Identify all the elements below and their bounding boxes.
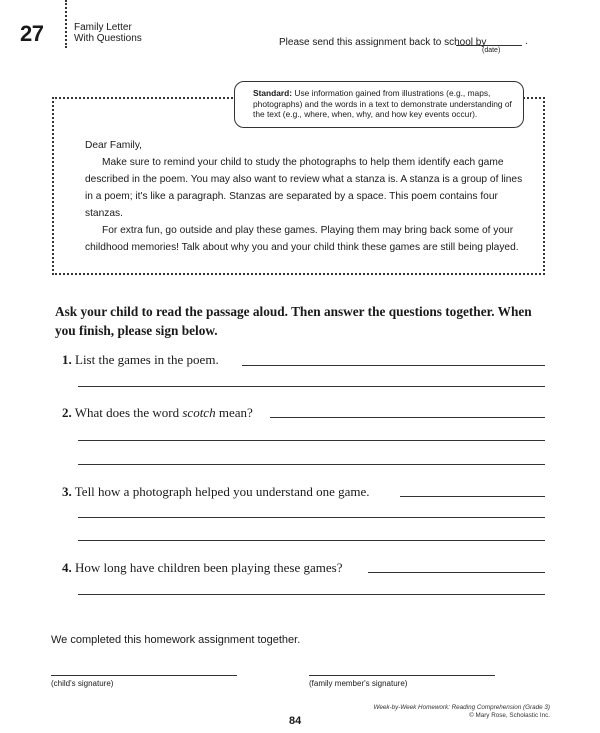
question-3-text: Tell how a photograph helped you understand one game. (74, 484, 370, 499)
question-4-text: How long have children been playing these games? (75, 560, 343, 575)
header-divider (65, 0, 67, 48)
standard-label: Standard: (253, 88, 293, 98)
question-1-number: 1. (62, 352, 72, 367)
question-4 (62, 560, 343, 576)
question-4-number: 4. (62, 560, 72, 575)
question-2 (62, 405, 253, 421)
completed-statement: We completed this homework assignment together. (51, 634, 301, 646)
worksheet-type-line2: With Questions (74, 33, 142, 44)
letter-paragraph-2: For extra fun, go outside and play these games. Playing them may bring back some of your childhood memories! Talk about why you and your child think these games are still being played. (85, 225, 519, 253)
footer-page-number: 84 (289, 715, 302, 727)
answer-line[interactable] (78, 594, 545, 595)
family-signature-line[interactable] (309, 675, 495, 676)
credit-line (360, 704, 550, 720)
answer-line[interactable] (78, 540, 545, 541)
date-label: (date) (482, 47, 501, 54)
letter-paragraph-1: Make sure to remind your child to study the photographs to help them identify each game described in the poem. You may also want to review what a stanza is. A stanza is a group of lines in a poem; it's like a paragraph. Stanzas are separated by a space. This poem contains four stanzas. (85, 157, 523, 219)
page-number: 27 (20, 21, 44, 46)
family-signature-label: (family member's signature) (309, 679, 408, 688)
answer-line[interactable] (242, 365, 545, 366)
question-2-text-before: What does the word (74, 405, 183, 420)
answer-line[interactable] (270, 417, 545, 418)
child-signature-label: (child's signature) (51, 679, 114, 688)
question-2-emphasis: scotch (182, 405, 216, 420)
answer-line[interactable] (400, 496, 545, 497)
child-signature-line[interactable] (51, 675, 237, 676)
answer-line[interactable] (368, 572, 545, 573)
answer-line[interactable] (78, 517, 545, 518)
question-2-number: 2. (62, 405, 72, 420)
answer-line[interactable] (78, 464, 545, 465)
question-1 (62, 352, 219, 368)
credit-book-title: Week-by-Week Homework: Reading Comprehension (Grade 3) (373, 704, 550, 711)
question-3-number: 3. (62, 484, 72, 499)
letter-body (85, 137, 525, 256)
credit-copyright: © Mary Rose, Scholastic Inc. (469, 712, 550, 719)
letter-greeting: Dear Family, (85, 140, 142, 151)
question-3 (62, 484, 370, 500)
send-back-period: . (525, 36, 528, 47)
worksheet-type (74, 22, 142, 44)
standard-text: Use information gained from illustrations (e.g., maps, photographs) and the words in a text to demonstrate understanding of the text (e.g., where, when, why, and how key events occur). (253, 88, 512, 120)
question-1-text: List the games in the poem. (75, 352, 219, 367)
send-back-instruction: Please send this assignment back to school by (279, 37, 487, 48)
question-2-text-after: mean? (215, 405, 253, 420)
standard-callout (234, 81, 524, 128)
worksheet-type-line1: Family Letter (74, 22, 132, 33)
answer-line[interactable] (78, 386, 545, 387)
date-blank[interactable] (456, 45, 522, 46)
answer-line[interactable] (78, 440, 545, 441)
instructions: Ask your child to read the passage aloud. Then answer the questions together. When you finish, please sign below. (55, 304, 532, 338)
